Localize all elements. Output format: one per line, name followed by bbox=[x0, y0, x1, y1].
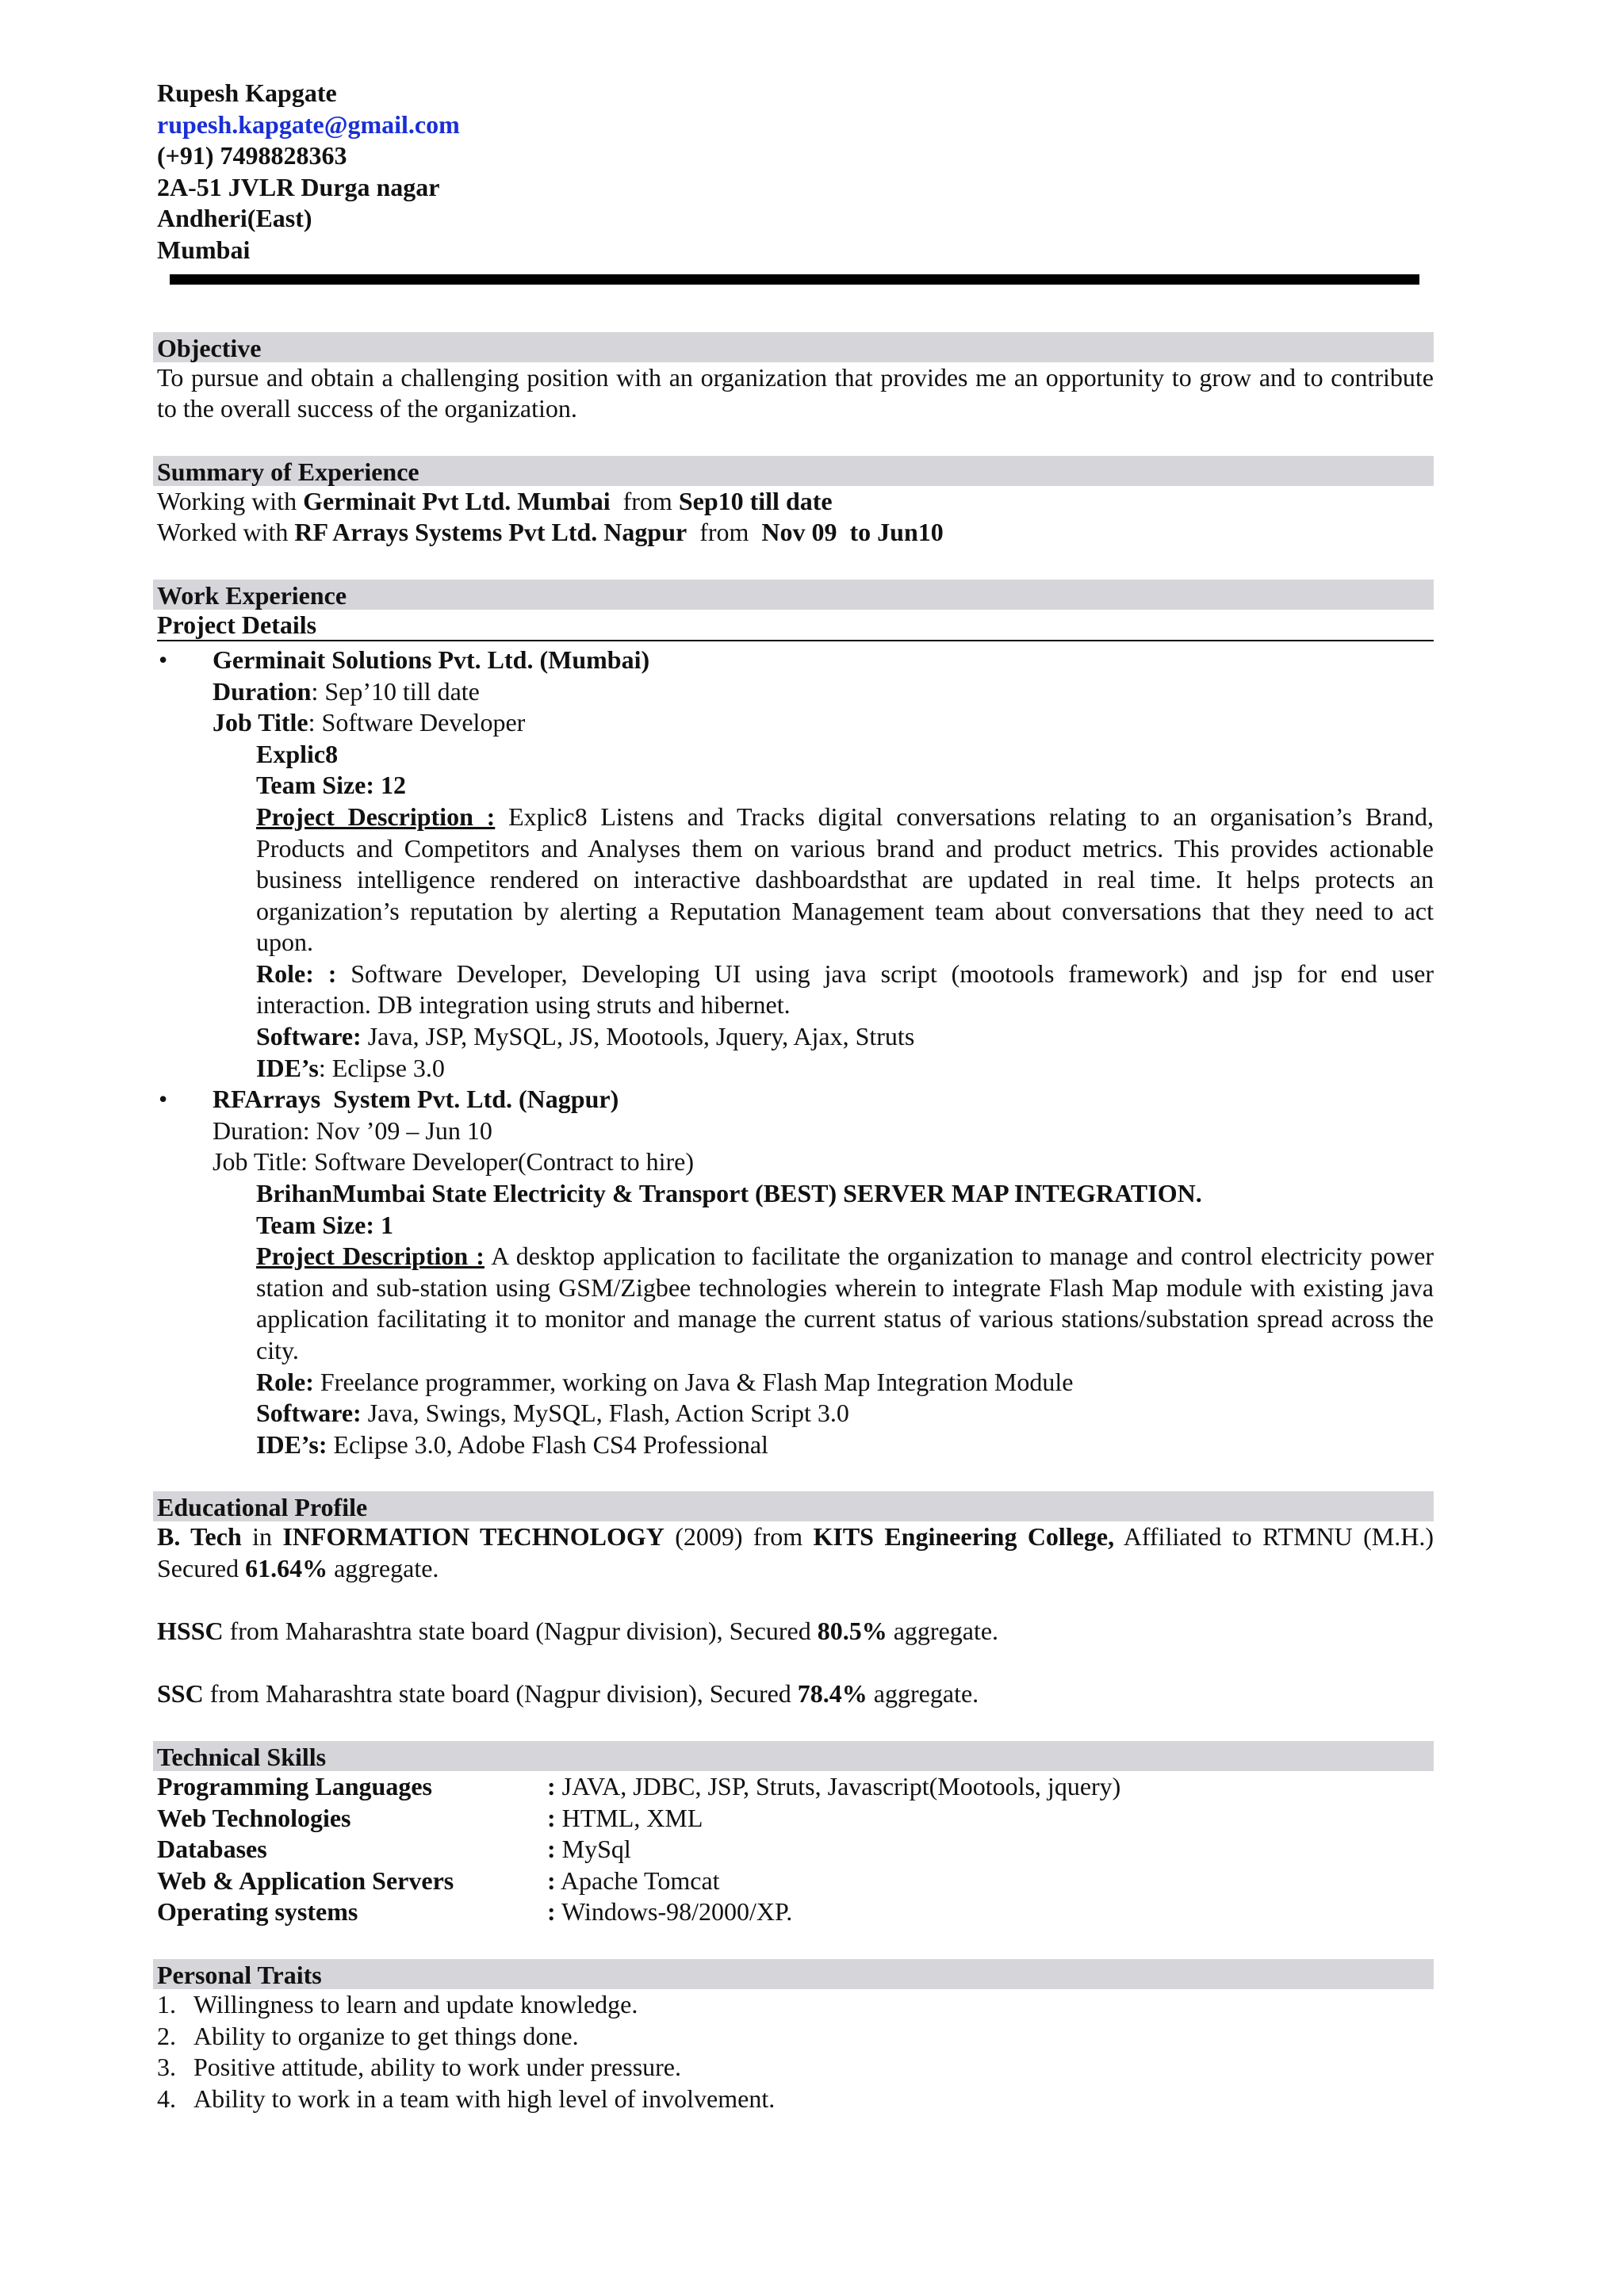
skill-row bbox=[157, 1866, 1434, 1897]
text: aggregate. bbox=[887, 1617, 999, 1646]
job-duration: Duration: Nov ’09 – Jun 10 bbox=[213, 1115, 492, 1145]
label: Project Description : bbox=[256, 1242, 485, 1271]
item-text: Ability to work in a team with high level of involvement. bbox=[193, 2084, 776, 2113]
skill-key: Web & Application Servers bbox=[157, 1866, 454, 1895]
text: from Maharashtra state board (Nagpur division), Secured bbox=[223, 1617, 818, 1646]
team-size: Team Size: 12 bbox=[256, 771, 407, 800]
summary-line-previous bbox=[157, 517, 1434, 549]
summary-text: Worked with bbox=[157, 518, 295, 547]
project-role bbox=[256, 959, 1434, 1021]
project-description bbox=[256, 1241, 1434, 1366]
project-name: BrihanMumbai State Electricity & Transport (BEST) SERVER MAP INTEGRATION. bbox=[256, 1179, 1202, 1208]
text: aggregate. bbox=[327, 1553, 439, 1582]
job-title: Job Title: Software Developer(Contract to hire) bbox=[213, 1147, 694, 1177]
degree: SSC bbox=[157, 1679, 204, 1709]
address-line-2: Andheri(East) bbox=[157, 204, 312, 233]
text: aggregate. bbox=[867, 1679, 979, 1709]
degree: B. Tech bbox=[157, 1522, 242, 1552]
skills-table bbox=[157, 1771, 1434, 1928]
skill-colon: : bbox=[547, 1803, 556, 1832]
text: (2009) from bbox=[664, 1522, 814, 1552]
skill-colon: : bbox=[547, 1771, 556, 1800]
label: Role: bbox=[256, 1367, 314, 1396]
section-heading-education: Educational Profile bbox=[153, 1491, 1434, 1521]
section-heading-skills: Technical Skills bbox=[153, 1741, 1434, 1771]
value: Eclipse 3.0, Adobe Flash CS4 Professional bbox=[327, 1429, 768, 1459]
field: INFORMATION TECHNOLOGY bbox=[282, 1522, 665, 1552]
label: Software: bbox=[256, 1022, 362, 1051]
percentage: 61.64% bbox=[245, 1553, 328, 1582]
phone-number: (+91) 7498828363 bbox=[157, 141, 347, 170]
skill-colon: : bbox=[547, 1866, 556, 1895]
traits-list bbox=[157, 1989, 1434, 2114]
address-city: Mumbai bbox=[157, 235, 251, 264]
candidate-name: Rupesh Kapgate bbox=[157, 78, 337, 107]
skill-row bbox=[157, 1834, 1434, 1866]
value: Freelance programmer, working on Java & Flash Map Integration Module bbox=[313, 1367, 1074, 1396]
skill-key: Programming Languages bbox=[157, 1771, 432, 1800]
item-text: Ability to organize to get things done. bbox=[193, 2021, 579, 2050]
value: A desktop application to facilitate the organization to manage and control electricity power station and sub-station using GSM/Zigbee technologies wherein to integrate Flash Map module with existing java application facilitating it to monitor and manage the current status of various stations/substation spread across the city. bbox=[256, 1242, 1434, 1364]
summary-text: from bbox=[687, 518, 762, 547]
item-text: Willingness to learn and update knowledge. bbox=[193, 1989, 638, 2019]
project-software bbox=[256, 1021, 1434, 1053]
value: : Sep’10 till date bbox=[311, 676, 480, 706]
label: Software: bbox=[256, 1399, 362, 1428]
objective-text: To pursue and obtain a challenging position with an organization that provides me an opportunity to grow and to contribute to the overall success of the organization. bbox=[157, 362, 1434, 423]
percentage: 78.4% bbox=[797, 1679, 868, 1709]
section-heading-summary: Summary of Experience bbox=[153, 456, 1434, 486]
spacer bbox=[157, 1647, 1434, 1679]
summary-text: Working with bbox=[157, 486, 304, 515]
label: Job Title bbox=[213, 708, 308, 737]
email-link[interactable]: rupesh.kapgate@gmail.com bbox=[157, 109, 460, 139]
team-size: Team Size: 1 bbox=[256, 1210, 394, 1239]
education-hssc bbox=[157, 1616, 1434, 1647]
skill-key: Databases bbox=[157, 1835, 267, 1864]
bullet-icon: • bbox=[159, 645, 168, 674]
text: from Maharashtra state board (Nagpur division), Secured bbox=[203, 1679, 798, 1709]
degree: HSSC bbox=[157, 1617, 224, 1646]
item-number: 4. bbox=[157, 2084, 176, 2113]
job-company: RFArrays System Pvt. Ltd. (Nagpur) bbox=[213, 1085, 619, 1114]
skill-row bbox=[157, 1896, 1434, 1928]
address-line-1: 2A-51 JVLR Durga nagar bbox=[157, 172, 440, 201]
job-company: Germinait Solutions Pvt. Ltd. (Mumbai) bbox=[213, 645, 650, 674]
list-item bbox=[157, 2084, 1434, 2115]
skill-value: Apache Tomcat bbox=[555, 1866, 720, 1895]
list-item bbox=[157, 1989, 1434, 2021]
job-title bbox=[213, 707, 1434, 739]
resume-page bbox=[157, 78, 1434, 2114]
summary-line-current bbox=[157, 486, 1434, 518]
value: Software Developer, Developing UI using java script (mootools framework) and jsp for end user interaction. DB integration using struts and hibernet. bbox=[256, 959, 1434, 1020]
bullet-icon: • bbox=[159, 1085, 168, 1114]
education-ssc bbox=[157, 1678, 1434, 1710]
skill-value: Windows-98/2000/XP. bbox=[555, 1897, 793, 1927]
value: Java, JSP, MySQL, JS, Mootools, Jquery, Ajax, Struts bbox=[361, 1022, 915, 1051]
job-duration bbox=[213, 676, 1434, 708]
contact-block bbox=[157, 78, 1434, 266]
label: IDE’s: bbox=[256, 1429, 327, 1459]
project-block bbox=[213, 1178, 1434, 1460]
job-entry bbox=[157, 645, 1434, 1084]
section-heading-objective: Objective bbox=[153, 332, 1434, 362]
project-details-heading: Project Details bbox=[157, 610, 1434, 641]
summary-text: from bbox=[610, 486, 679, 515]
skill-row bbox=[157, 1803, 1434, 1835]
college: KITS Engineering College, bbox=[813, 1522, 1115, 1552]
project-block bbox=[213, 739, 1434, 1085]
project-description bbox=[256, 802, 1434, 959]
spacer bbox=[157, 1585, 1434, 1617]
percentage: 80.5% bbox=[817, 1617, 887, 1646]
label: Project Description : bbox=[256, 802, 496, 831]
item-number: 1. bbox=[157, 1989, 176, 2019]
skill-colon: : bbox=[547, 1835, 556, 1864]
skill-value: HTML, XML bbox=[555, 1803, 703, 1832]
skill-value: JAVA, JDBC, JSP, Struts, Javascript(Mootools, jquery) bbox=[555, 1771, 1121, 1800]
item-number: 3. bbox=[157, 2053, 176, 2082]
project-ide bbox=[256, 1053, 1434, 1085]
label: Role: : bbox=[256, 959, 337, 988]
text: in bbox=[241, 1522, 283, 1552]
skill-colon: : bbox=[547, 1897, 556, 1927]
summary-date: Nov 09 to Jun10 bbox=[761, 518, 944, 547]
item-text: Positive attitude, ability to work under pressure. bbox=[193, 2053, 681, 2082]
job-entry bbox=[157, 1084, 1434, 1460]
label: IDE’s bbox=[256, 1053, 319, 1082]
text: Affiliated to RTMNU (M.H.) Secured bbox=[157, 1522, 1434, 1582]
header-divider bbox=[170, 274, 1419, 285]
summary-date: Sep10 till date bbox=[678, 486, 833, 515]
section-heading-work: Work Experience bbox=[153, 580, 1434, 610]
value: Java, Swings, MySQL, Flash, Action Script 3.0 bbox=[361, 1399, 849, 1428]
project-software bbox=[256, 1398, 1434, 1429]
project-role bbox=[256, 1367, 1434, 1399]
project-name: Explic8 bbox=[256, 739, 339, 768]
list-item bbox=[157, 2052, 1434, 2084]
education-btech bbox=[157, 1521, 1434, 1584]
summary-company: Germinait Pvt Ltd. Mumbai bbox=[303, 486, 611, 515]
item-number: 2. bbox=[157, 2021, 176, 2050]
value: Explic8 Listens and Tracks digital conversations relating to an organisation’s Brand, Products and Competitors and Analyses them on various brand and product metrics. This provides actionable business intelligence rendered on interactive dashboardsthat are updated in real time. It helps protects an organization’s reputation by alerting a Reputation Management team about conversations that they need to act upon. bbox=[256, 802, 1434, 957]
summary-company: RF Arrays Systems Pvt Ltd. Nagpur bbox=[294, 518, 688, 547]
project-ide bbox=[256, 1429, 1434, 1461]
label: Duration bbox=[213, 676, 312, 706]
value: : Software Developer bbox=[308, 708, 526, 737]
value: : Eclipse 3.0 bbox=[318, 1053, 445, 1082]
skill-value: MySql bbox=[555, 1835, 631, 1864]
skill-row bbox=[157, 1771, 1434, 1803]
skill-key: Operating systems bbox=[157, 1897, 358, 1927]
list-item bbox=[157, 2021, 1434, 2053]
section-heading-traits: Personal Traits bbox=[153, 1959, 1434, 1989]
skill-key: Web Technologies bbox=[157, 1803, 351, 1832]
